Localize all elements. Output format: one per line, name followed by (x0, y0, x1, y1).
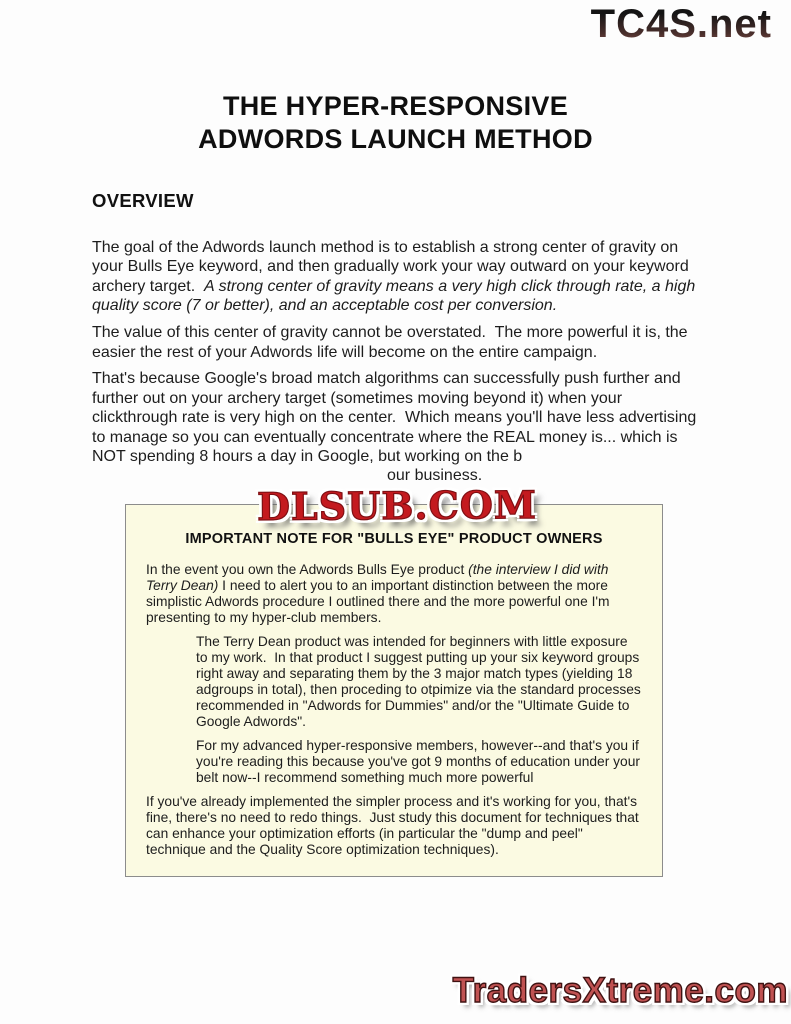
tc4s-logo: TC4S.net (590, 2, 772, 46)
paragraph-3 (92, 369, 704, 485)
note-paragraph-1 (146, 562, 642, 626)
paragraph-3-visible-start: That's because Google's broad match algorithms can successfully push further and further out on your archery target (sometimes moving beyond it) when your clickthrough rate is very high on the center. Which means you'll have less advertising to manage so you can eventually concentrate where the REAL money is... which is NOT spending 8 hours a day in Google, but working on the b (92, 370, 701, 466)
paragraph-1 (92, 238, 704, 316)
note-paragraph-1-normal: In the event you own the Adwords Bulls Eye product (146, 561, 469, 577)
paragraph-2: The value of this center of gravity cannot be overstated. The more powerful it is, the easier the rest of your Adwords life will become on the entire campaign. (92, 324, 693, 361)
note-paragraph-3: For my advanced hyper-responsive members, however--and that's you if you're reading this because you've got 9 months of education under your belt now--I recommend something much more powerful (196, 737, 644, 785)
paragraph-1-normal-text: The goal of the Adwords launch method is to establish a strong center of gravity on your Bulls Eye keyword, and then gradually work your way outward on your keyword archery target. (92, 239, 694, 295)
overview-section (92, 190, 704, 877)
note-box-heading: IMPORTANT NOTE FOR "BULLS EYE" PRODUCT OWNERS (185, 530, 603, 547)
note-paragraph-2: The Terry Dean product was intended for beginners with little exposure to my work. In that product I suggest putting up your six keyword groups right away and separating them by the 3 major match types (yielding 18 adgroups in total), then proceding to otpimize via the standard processes recommended in "Adwords for Dummies" and/or the "Ultimate Guide to Google Adwords". (196, 633, 645, 729)
important-note-box (125, 504, 663, 877)
title-line-1: THE HYPER-RESPONSIVE (222, 91, 569, 121)
dlsub-watermark: DLSUB.COM (256, 482, 538, 529)
overview-heading: OVERVIEW (92, 190, 194, 211)
document-title (0, 90, 791, 156)
note-paragraph-1-rest: I need to alert you to an important distinction between the more simplistic Adwords procedure I outlined there and the more powerful one I'm presenting to my hyper-club members. (146, 577, 614, 625)
title-line-2: ADWORDS LAUNCH METHOD (198, 124, 593, 154)
watermark-covered-text-gap (92, 479, 387, 480)
tradersxtreme-logo: TradersXtreme.com (452, 971, 788, 1010)
note-paragraph-4: If you've already implemented the simpler process and it's working for you, that's fine, there's no need to redo things. Just study this document for techniques that can enhance your optimization efforts (in particular the "dump and peel" technique and the Quality Score optimization techniques). (146, 793, 643, 857)
paragraph-1-italic-text: A strong center of gravity means a very high click through rate, a high quality score (7 or better), and an acceptable cost per conversion. (92, 277, 700, 315)
paragraph-3-visible-end: our business. (387, 467, 483, 485)
note-paragraph-1-italic: (the interview I did with Terry Dean) (146, 561, 613, 593)
